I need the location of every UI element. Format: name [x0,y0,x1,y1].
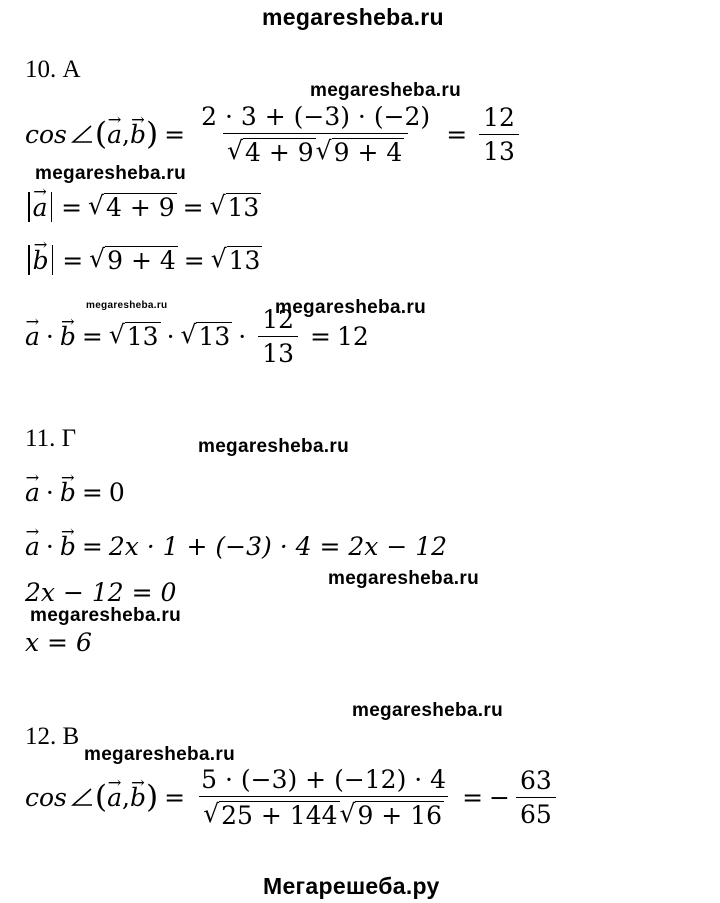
cos-label: cos [25,782,67,812]
task12-heading: 12. В [25,723,80,750]
watermark: megaresheba.ru [198,436,349,457]
task11-line2: → a · → b = 2x · 1 + (−3) · 4 = 2x − 12 [25,532,447,561]
task10-heading: 10. А [25,56,81,83]
watermark: megaresheba.ru [84,744,235,765]
watermark-top: megaresheba.ru [262,4,444,30]
task11-heading: 11. Г [25,425,77,452]
watermark: megaresheba.ru [275,297,426,318]
angle-icon [71,123,93,145]
cos-label: cos [25,119,67,149]
fraction-result: $\frac{63}{65}$ [516,766,556,829]
angle-icon [71,786,93,808]
task10-mod-b: → b = √ 9 + 4 = √ 13 [25,245,262,275]
fraction: 5 · (−3) + (−12) · 4 √ 25 + 144 √ 9 + 16 [201,765,447,830]
watermark: megaresheba.ru [30,605,181,626]
watermark: megaresheba.ru [35,163,186,184]
task12-cos-formula: cos ( → a , → b ) = 5 · (−3) + (−12) · 4 √ 25 + 144 √ 9 + 16 = − $\frac{63}{65}$ [25,765,562,829]
watermark: megaresheba.ru [86,300,168,311]
watermark-bottom: Мегарешеба.ру [263,873,440,899]
task11-line4: x = 6 [25,628,92,657]
task11-line3: 2x − 12 = 0 [25,578,177,607]
fraction: 2 · 3 + (−3) · (−2) √ 4 + 9 √ 9 + 4 [201,102,431,167]
task10-dot-product: → a · → b = √ 13 · √ 13 · $\frac{12}{13}$ = 12 [25,305,369,368]
fraction-result: $\frac{12}{13}$ [479,103,519,166]
task11-line1: → a · → b = 0 [25,478,125,507]
watermark: megaresheba.ru [352,700,503,721]
task10-cos-formula: cos ( → a , → b ) = 2 · 3 + (−3) · (−2) √ 4 + 9 √ 9 + 4 = $\frac{12}{13}$ [25,102,525,166]
watermark: megaresheba.ru [310,80,461,101]
fraction: $\frac{12}{13}$ [258,305,298,368]
watermark: megaresheba.ru [328,568,479,589]
task10-mod-a: → a = √ 4 + 9 = √ 13 [25,192,261,222]
